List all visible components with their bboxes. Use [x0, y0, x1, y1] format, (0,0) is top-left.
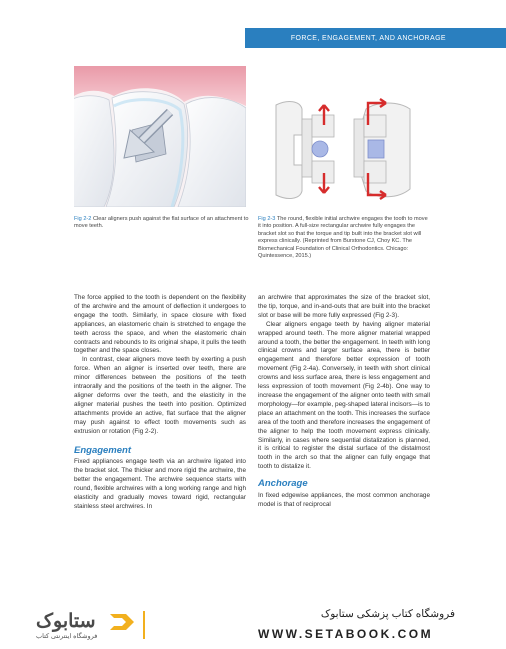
running-title: FORCE, ENGAGEMENT, AND ANCHORAGE: [290, 34, 446, 42]
text-column-left: [74, 294, 246, 512]
caption-text: Clear aligners push against the flat surface of an attachment to move teeth.: [74, 216, 249, 230]
paragraph: The force applied to the tooth is dependent on the flexibility of the archwire and the amount of deflection it undergoes to engage the tooth. Similarly, in space closure with fixed appliances, an elastomeric chain is stretched to engage the teeth across the space, and when the elastomeric chain contracts and rebounds to its original shape, it pulls the teeth together and the space closes.: [74, 294, 246, 355]
running-header: [245, 28, 506, 48]
figure-archwire-engagement: [258, 95, 428, 203]
section-heading-engagement: Engagement: [74, 444, 132, 456]
figure-label: Fig 2-2: [74, 216, 92, 222]
figure-aligner-attachment: [74, 66, 246, 207]
paragraph: Fixed appliances engage teeth via an archwire ligated into the bracket slot. The thicker and more rigid the archwire, the better the engagement. The archwire sequence starts with round, flexible archwires with a long working range and high elasticity and gradually moves toward rigid, rectangular stainless steel archwires. In: [74, 458, 246, 510]
figure-caption-2-2: [74, 216, 250, 231]
tooth-illustration: [74, 66, 246, 207]
text-column-right: [258, 294, 430, 510]
figure-label: Fig 2-3: [258, 216, 276, 222]
paragraph: In contrast, clear aligners move teeth by exerting a push force. When an aligner is inserted over teeth, there are minor differences between the positions of the teeth intraorally and the positions of the teeth in the aligner. The aligner deforms over the teeth, and the elasticity in the aligner material pushes the teeth into position. Optimized attachments provide an active, flat surface that the aligner may push against to effect tooth movements such as extrusion or rotation (Fig 2-2).: [74, 356, 246, 435]
footer-divider: [143, 611, 145, 639]
ad-title: فروشگاه کتاب پزشکی ستابوک: [320, 608, 455, 620]
caption-text: The round, flexible initial archwire engages the tooth to move it into position. A full-size rectangular archwire fully engages the bracket slot so that the torque and tip built into the bracket slot will express clinically. (Reprinted from Burstone CJ, Choy KC. The Biomechanical Foundation of Clinical Orthodontics. Chicago: Quintessence, 2015.): [258, 216, 428, 260]
paragraph: an archwire that approximates the size of the bracket slot, the tip, torque, and in-and-outs that are built into the bracket slot or base will be more fully expressed (Fig 2-3).: [258, 294, 430, 319]
bracket-diagram: [258, 95, 428, 203]
paragraph: In fixed edgewise appliances, the most common anchorage model is that of reciprocal: [258, 492, 430, 508]
paragraph: Clear aligners engage teeth by having aligner material wrapped around teeth. The more aligner material wrapped around a tooth, the better the engagement. In teeth with long clinical crowns and larger surface area, there is better engagement and therefore better expression of tooth movement (Fig 2-4a). Conversely, in teeth with short clinical crowns and less surface area, there is less engagement and less expression of tooth movement (Fig 2-4b). One way to increase the engagement of the aligner onto teeth with small morphology—for example, peg-shaped lateral incisors—is to place an attachment on the tooth. This increases the surface area of the tooth and therefore increases the engagement of the aligner to help the tooth movement express clinically. Similarly, in cases where sequential distalization is planned, it is critical to register the distal surface of the distalmost tooth in the arch so that the aligner can fully engage that tooth to distalize it.: [258, 320, 430, 471]
figure-caption-2-3: [258, 216, 430, 260]
logo-text: ستابوک: [36, 611, 96, 632]
logo-subtitle: فروشگاه اینترنتی کتاب: [36, 633, 98, 640]
section-heading-anchorage: Anchorage: [258, 478, 308, 490]
ad-url-link[interactable]: WWW.SETABOOK.COM: [258, 627, 434, 641]
